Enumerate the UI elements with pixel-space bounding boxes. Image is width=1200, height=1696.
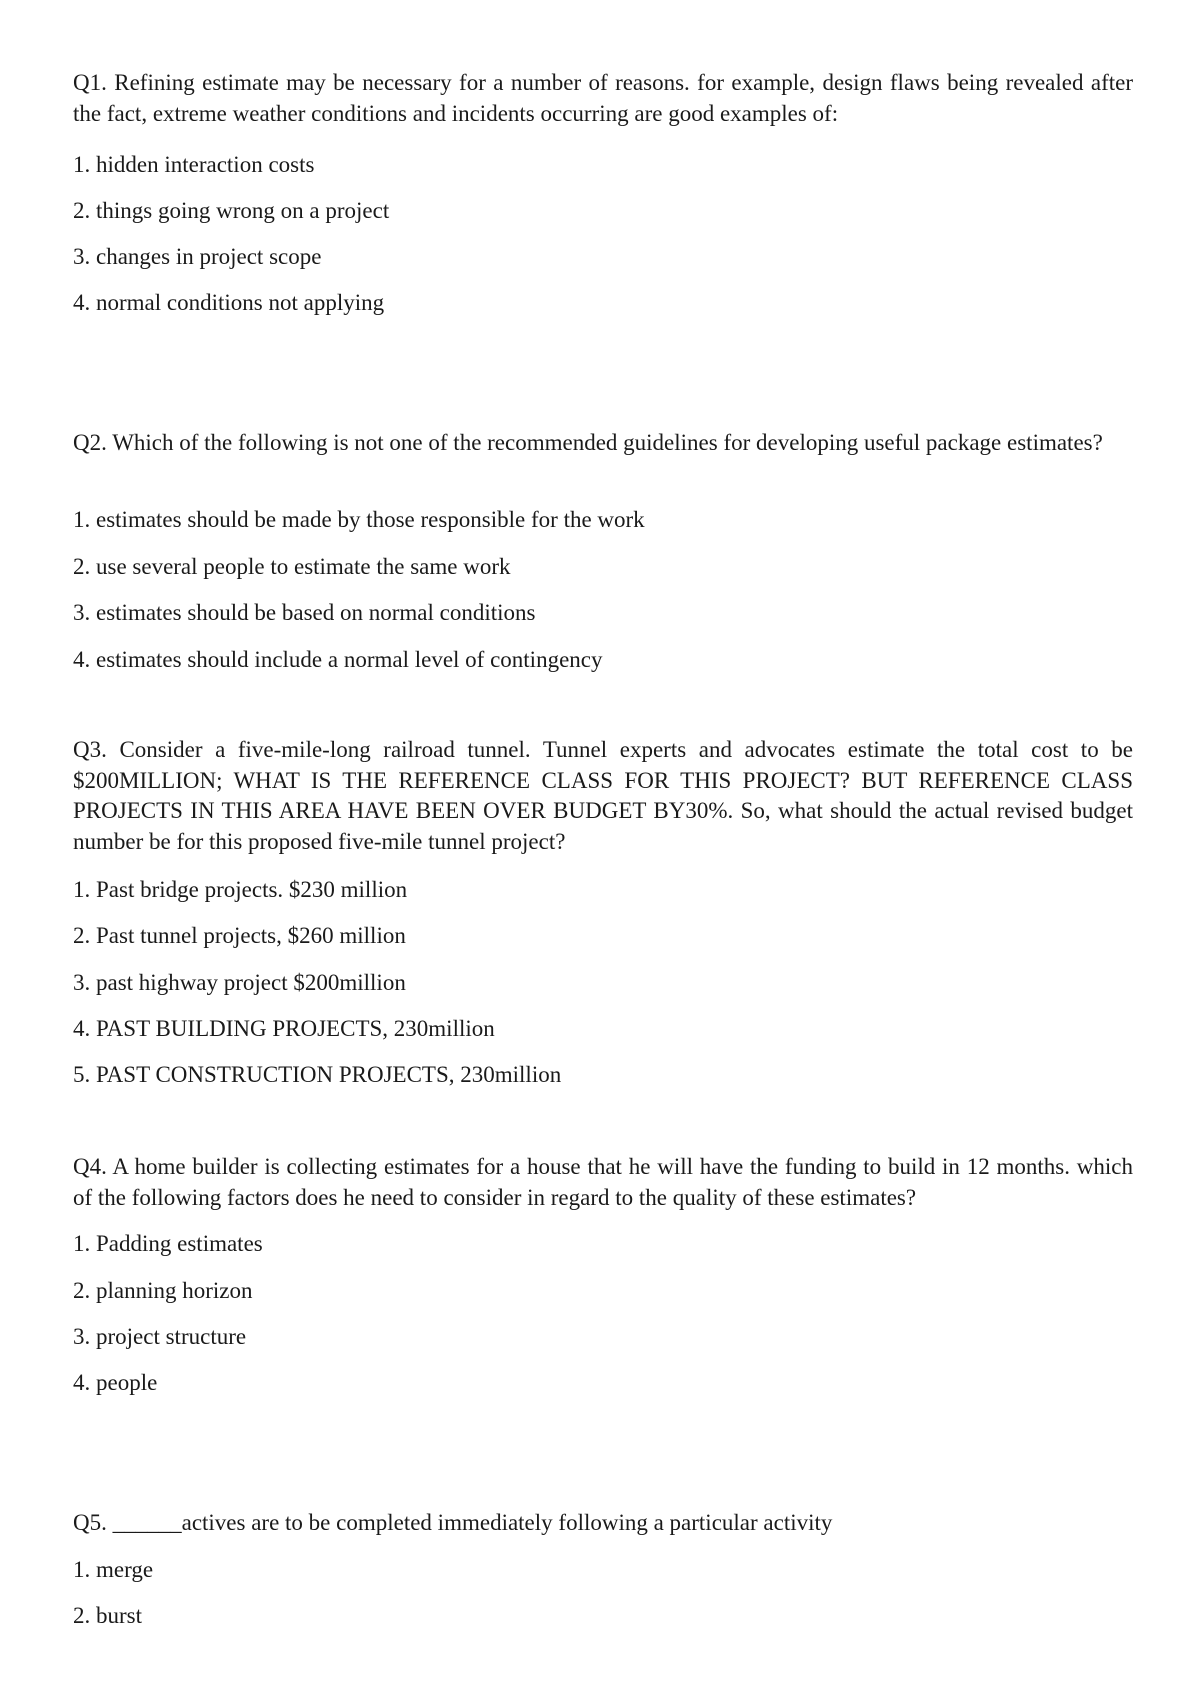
question-2-option-4: 4. estimates should include a normal level of contingency [73,647,603,672]
question-3-option-4: 4. PAST BUILDING PROJECTS, 230million [73,1016,495,1041]
question-3-option-5: 5. PAST CONSTRUCTION PROJECTS, 230million [73,1062,562,1087]
question-1-prompt: Q1. Refining estimate may be necessary for a number of reasons. for example, design flaws being revealed after the fact, extreme weather conditions and incidents occurring are good examples of: [73,70,1133,126]
question-4-prompt: Q4. A home builder is collecting estimates for a house that he will have the funding to build in 12 months. which of the following factors does he need to consider in regard to the quality of these estimates? [73,1154,1133,1210]
question-1-option-1: 1. hidden interaction costs [73,152,315,177]
question-4-option-1: 1. Padding estimates [73,1231,263,1256]
question-5-prompt: Q5. ______actives are to be completed immediately following a particular activity [73,1510,833,1535]
question-2-option-1: 1. estimates should be made by those responsible for the work [73,507,645,532]
question-4-option-4: 4. people [73,1370,158,1395]
question-3-prompt: Q3. Consider a five-mile-long railroad tunnel. Tunnel experts and advocates estimate the total cost to be $200MILLION; WHAT IS THE REFERENCE CLASS FOR THIS PROJECT? BUT REFERENCE CLASS PROJECTS IN THIS AREA HAVE BEEN OVER BUDGET BY30%. So, what should the actual revised budget number be for this proposed five-mile tunnel project? [73,737,1133,854]
question-2-prompt: Q2. Which of the following is not one of the recommended guidelines for developing useful package estimates? [73,430,1103,455]
question-2-option-2: 2. use several people to estimate the same work [73,554,511,579]
question-1-option-4: 4. normal conditions not applying [73,290,385,315]
question-3-option-1: 1. Past bridge projects. $230 million [73,877,408,902]
question-2-option-3: 3. estimates should be based on normal conditions [73,600,536,625]
question-4-option-2: 2. planning horizon [73,1278,253,1303]
question-4-option-3: 3. project structure [73,1324,247,1349]
question-1-option-2: 2. things going wrong on a project [73,198,390,223]
question-3-option-3: 3. past highway project $200million [73,970,406,995]
question-5-option-2: 2. burst [73,1603,142,1628]
question-1-option-3: 3. changes in project scope [73,244,322,269]
question-3-option-2: 2. Past tunnel projects, $260 million [73,923,406,948]
question-5-option-1: 1. merge [73,1557,154,1582]
